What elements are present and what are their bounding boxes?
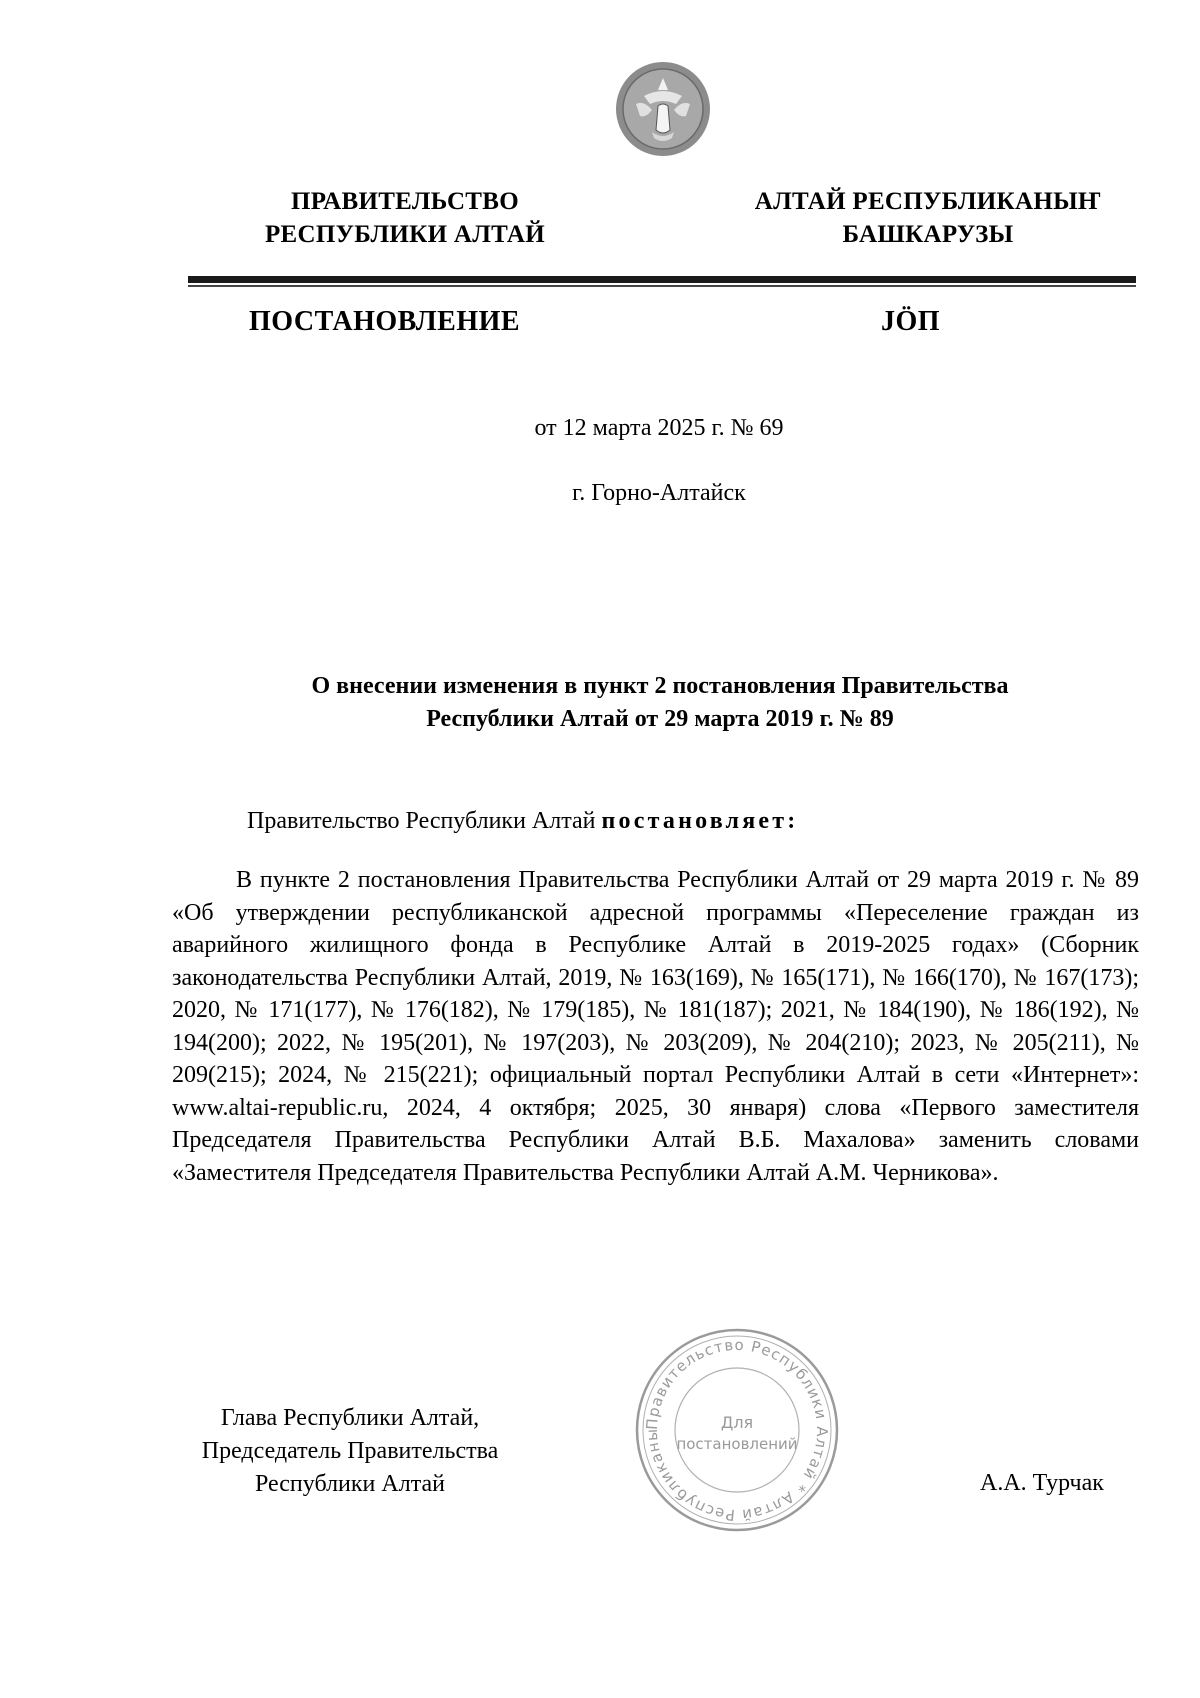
org-right-line2: БАШКАРУЗЫ (842, 221, 1014, 248)
org-left-line1: ПРАВИТЕЛЬСТВО (291, 188, 519, 215)
stamp-center-line2: постановлений (676, 1435, 798, 1453)
header-divider (188, 276, 1136, 287)
org-name-russian (235, 185, 575, 251)
official-stamp (632, 1325, 842, 1535)
stamp-ring-text: Правительство Республики Алтай * Алтай Республиканы (642, 1335, 832, 1525)
decree-verb: постановляет: (601, 808, 799, 834)
position-line1: Глава Республики Алтай, (220, 1405, 480, 1431)
doctype-russian: ПОСТАНОВЛЕНИЕ (249, 306, 521, 337)
document-city: г. Горно-Алтайск (572, 480, 746, 506)
org-left-line2: РЕСПУБЛИКИ АЛТАЙ (264, 221, 545, 248)
document-title (200, 670, 1120, 736)
emblem-icon (614, 60, 712, 158)
position-line3: Республики Алтай (255, 1471, 445, 1497)
coat-of-arms-emblem (614, 60, 712, 158)
body-paragraph-text: В пункте 2 постановления Правительства Республики Алтай от 29 марта 2019 г. № 89 «Об утверждении республиканской адресной программы «Переселение граждан из аварийного жилищного фонда в Республике Алтай в 2019-2025 годах» (Сборник законодательства Республики Алтай, 2019, № 163(169), № 165(171), № 166(170), № 167(173); 2020, № 171(177), № 176(182), № 179(185), № 181(187); 2021, № 184(190), № 186(192), № 194(200); 2022, № 195(201), № 197(203), № 203(209), № 204(210); 2023, № 205(211), № 209(215); 2024, № 215(221); официальный портал Республики Алтай в сети «Интернет»: www.altai-republic.ru, 2024, 4 октября; 2025, 30 января) слова «Первого заместителя Председателя Правительства Республики Алтай В.Б. Махалова» заменить словами «Заместителя Председателя Правительства Республики Алтай А.М. Черникова». (172, 867, 1139, 1186)
signatory-position (165, 1402, 535, 1501)
body-paragraph (172, 864, 1139, 1189)
org-name-altai (728, 185, 1128, 251)
signatory-name: А.А. Турчак (980, 1470, 1104, 1496)
document-date-number: от 12 марта 2025 г. № 69 (534, 415, 784, 441)
position-line2: Председатель Правительства (201, 1438, 499, 1464)
stamp-seal-icon (632, 1325, 842, 1535)
stamp-center-line1: Для (720, 1413, 754, 1432)
title-line2: Республики Алтай от 29 марта 2019 г. № 89 (426, 706, 894, 732)
decree-statement (247, 806, 798, 836)
doctype-altai: JӦП (881, 306, 941, 337)
title-line1: О внесении изменения в пункт 2 постановления Правительства (311, 673, 1009, 699)
org-right-line1: АЛТАЙ РЕСПУБЛИКАНЫҤ (754, 188, 1102, 215)
decree-prefix: Правительство Республики Алтай (247, 808, 602, 834)
